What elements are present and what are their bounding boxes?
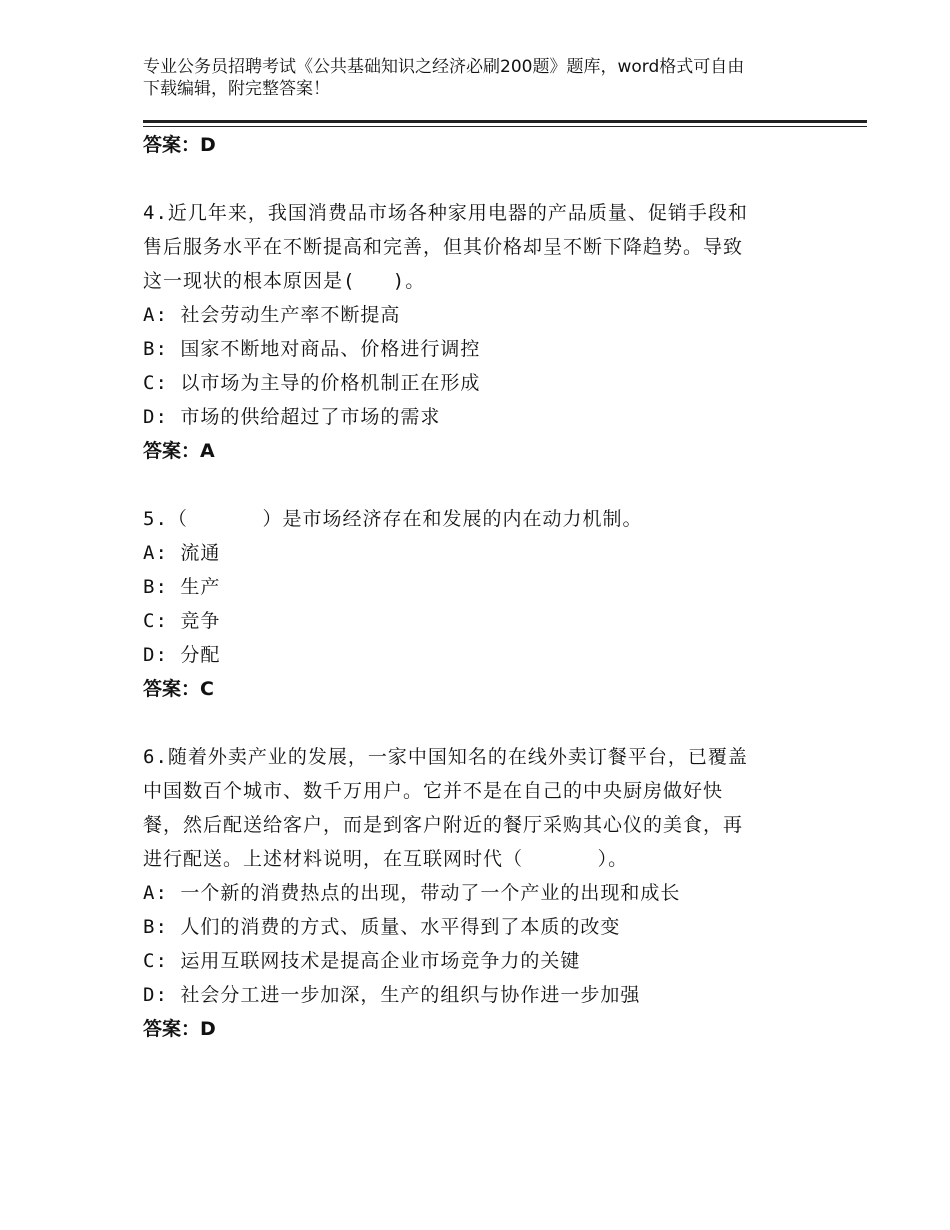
question-stem-line: 5.（ ）是市场经济存在和发展的内在动力机制。 <box>143 508 643 530</box>
option-c: C: 运用互联网技术是提高企业市场竞争力的关键 <box>143 950 581 972</box>
answer-label: 答案：A <box>143 440 215 462</box>
question-list <box>143 128 803 1046</box>
previous-answer: 答案：D <box>143 134 216 156</box>
option-d: D: 市场的供给超过了市场的需求 <box>143 406 441 428</box>
question-stem-line: 进行配送。上述材料说明，在互联网时代（ ）。 <box>143 848 629 870</box>
option-b: B: 生产 <box>143 576 221 598</box>
option-b: B: 国家不断地对商品、价格进行调控 <box>143 338 481 360</box>
question-stem-line: 餐，然后配送给客户，而是到客户附近的餐厅采购其心仪的美食，再 <box>143 814 744 836</box>
question-4 <box>143 196 803 468</box>
option-a: A: 一个新的消费热点的出现，带动了一个产业的出现和成长 <box>143 882 681 904</box>
question-stem-line: 售后服务水平在不断提高和完善，但其价格却呈不断下降趋势。导致 <box>143 236 744 258</box>
option-c: C: 竞争 <box>143 610 221 632</box>
question-stem-line: 中国数百个城市、数千万用户。它并不是在自己的中央厨房做好快 <box>143 780 724 802</box>
header-divider-thick <box>143 120 867 123</box>
option-d: D: 社会分工进一步加深，生产的组织与协作进一步加强 <box>143 984 641 1006</box>
question-6 <box>143 740 803 1046</box>
question-stem-line: 这一现状的根本原因是( )。 <box>143 270 426 292</box>
question-stem-line: 6.随着外卖产业的发展，一家中国知名的在线外卖订餐平台，已覆盖 <box>143 746 748 768</box>
header-line-1: 专业公务员招聘考试《公共基础知识之经济必刷200题》题库，word格式可自由 <box>143 57 745 77</box>
option-d: D: 分配 <box>143 644 221 666</box>
question-stem-line: 4.近几年来，我国消费品市场各种家用电器的产品质量、促销手段和 <box>143 202 748 224</box>
option-b: B: 人们的消费的方式、质量、水平得到了本质的改变 <box>143 916 621 938</box>
question-5 <box>143 502 803 706</box>
answer-label: 答案：D <box>143 1018 216 1040</box>
option-c: C: 以市场为主导的价格机制正在形成 <box>143 372 481 394</box>
header-divider-thin <box>143 126 867 127</box>
option-a: A: 流通 <box>143 542 221 564</box>
option-a: A: 社会劳动生产率不断提高 <box>143 304 401 326</box>
header-line-2: 下载编辑，附完整答案！ <box>143 79 330 99</box>
page-header <box>143 56 803 100</box>
answer-label: 答案：C <box>143 678 214 700</box>
